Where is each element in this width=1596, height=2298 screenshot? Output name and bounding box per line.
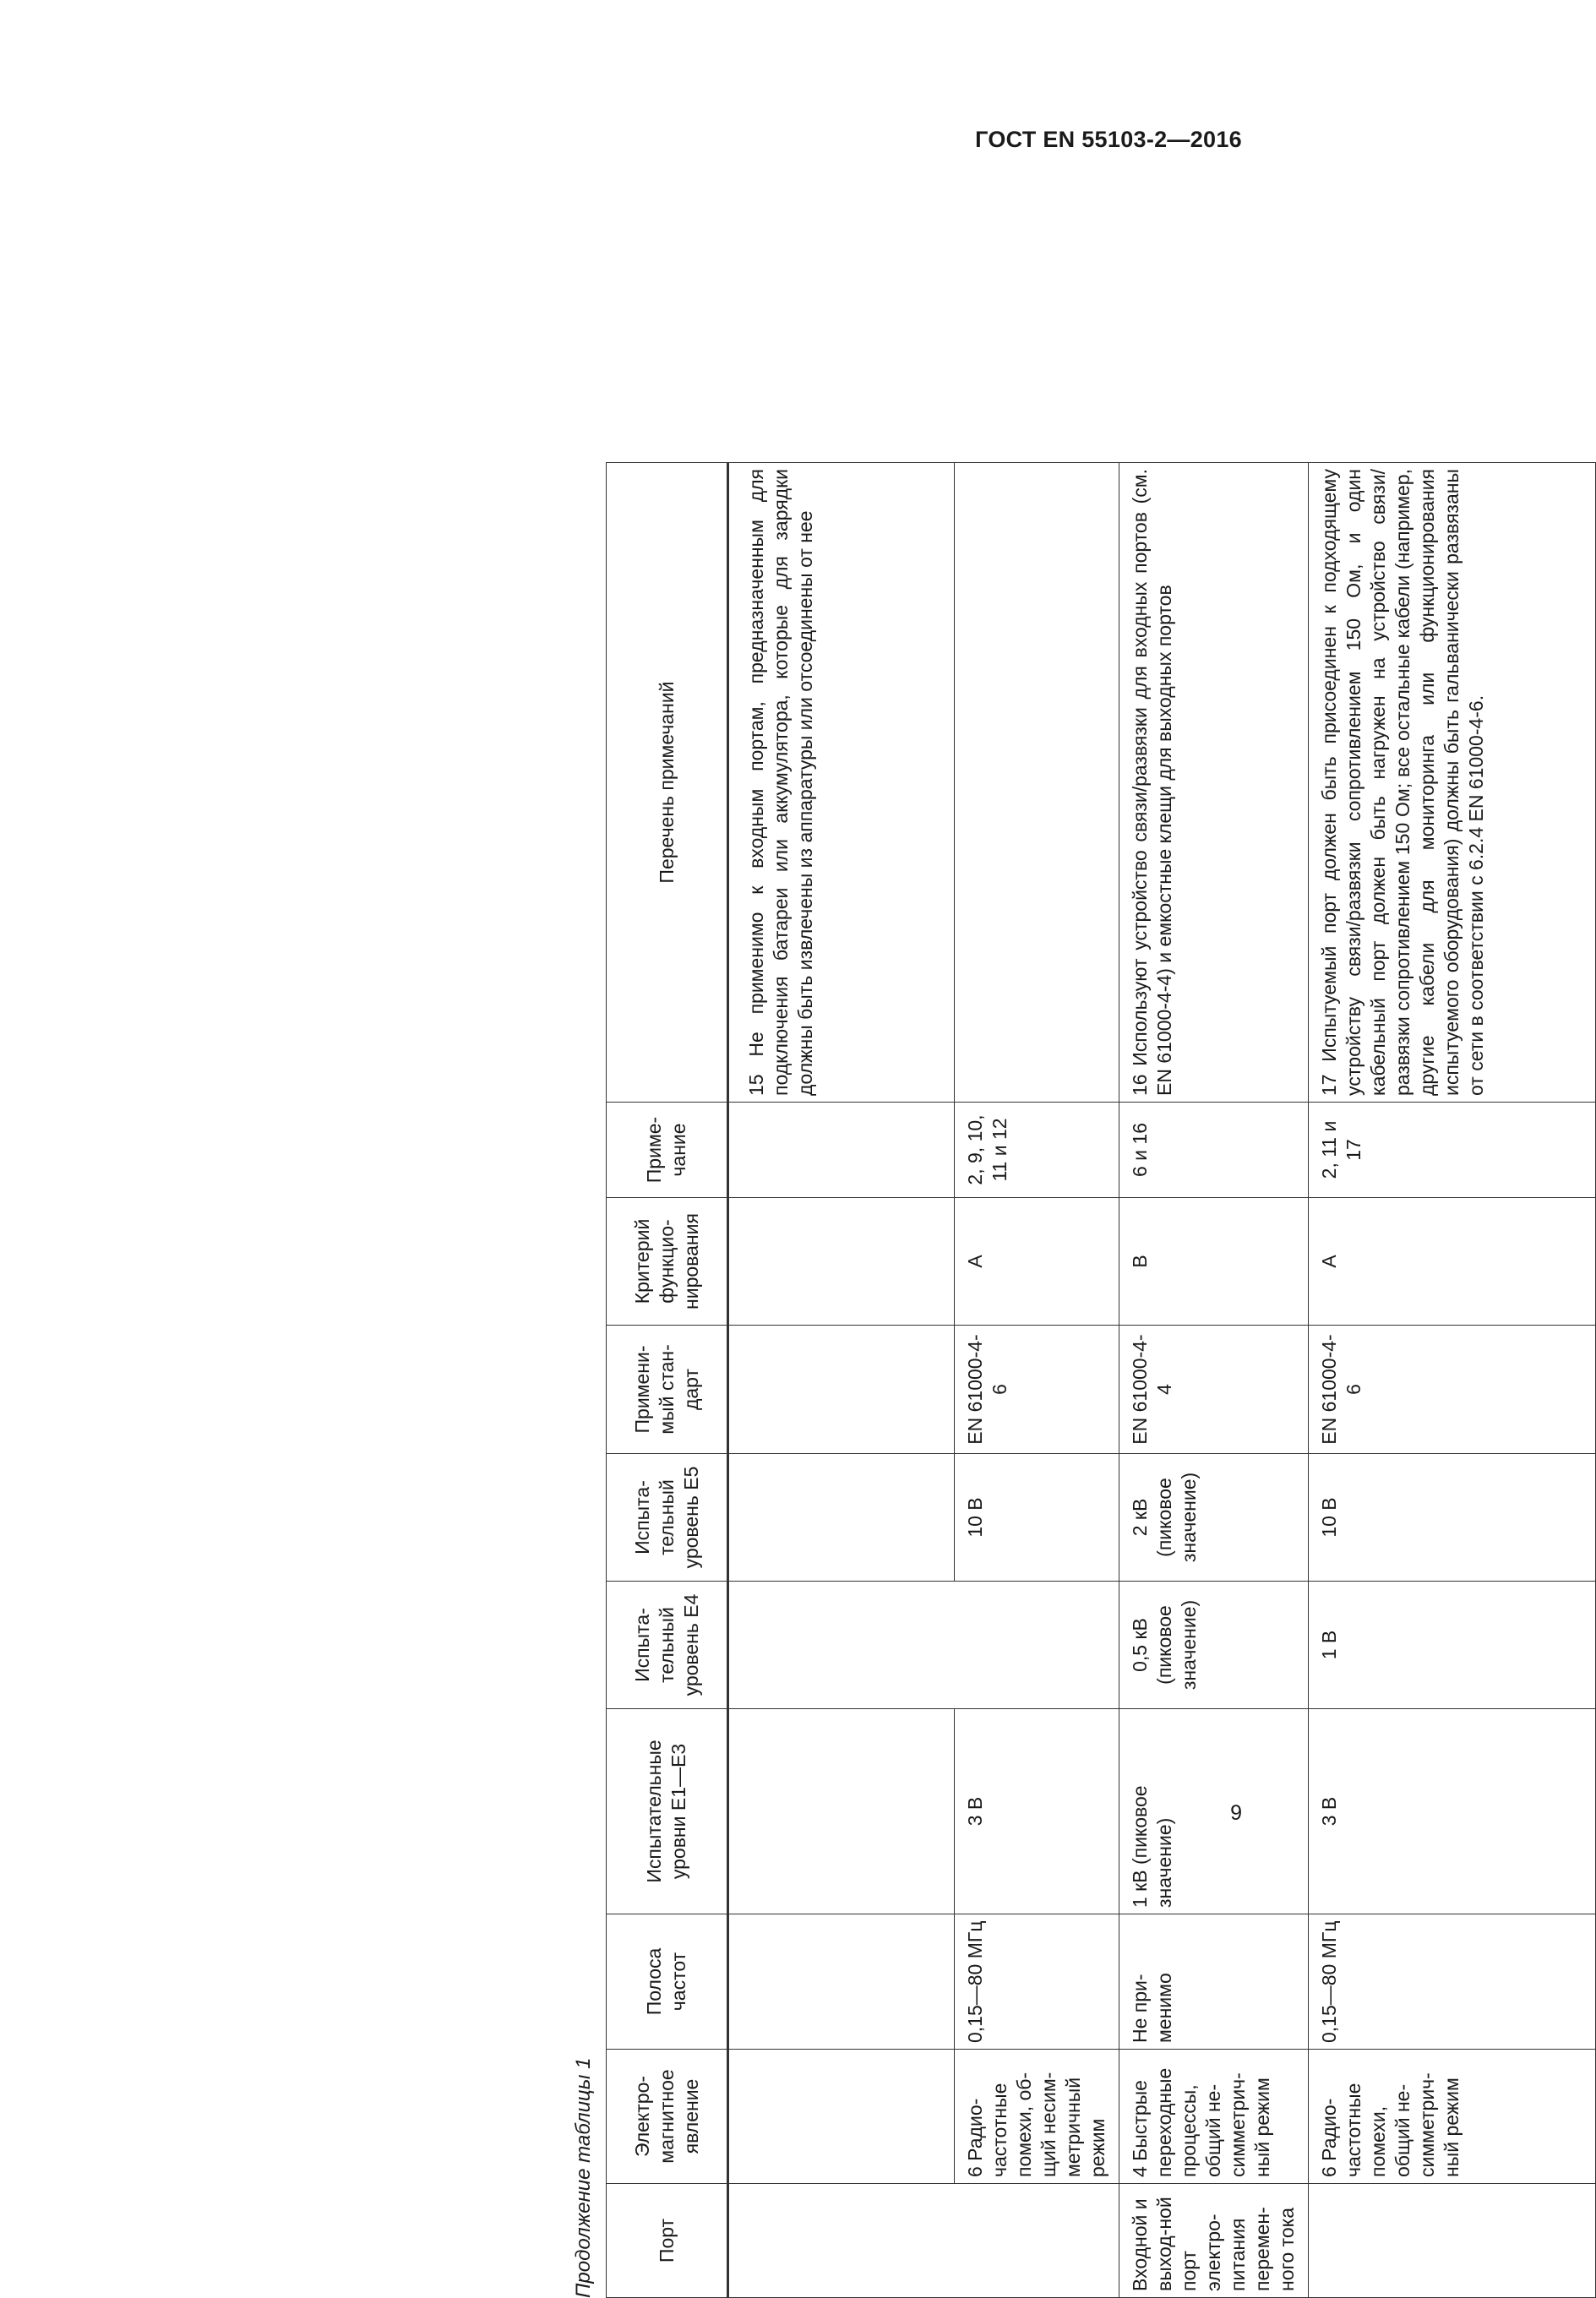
column-header-level-e5: Испыта-тельный уровень Е5: [607, 1454, 728, 1582]
cell-level-e4: [736, 1582, 954, 1709]
column-header-standard: Примени-мый стан-дарт: [607, 1326, 728, 1454]
cell-notes-list: 16 Используют устройство связи/развязки для входных портов (см. EN 61000-4-4) и емкостные клещи для выходных портов: [1119, 463, 1308, 1103]
cell-phenomenon: 4 Быстрые переходные процессы, общий не-симметрич-ный режим: [1119, 2050, 1308, 2184]
standards-table: [606, 462, 1596, 2298]
cell-standard: EN 61000-4-6: [954, 1326, 1119, 1454]
cell-note: 6 и 16: [1119, 1103, 1308, 1198]
cell-port: [954, 2184, 1119, 2298]
cell-band: 0,15—80 МГц: [954, 1914, 1119, 2050]
table-row: [954, 463, 1119, 2298]
cell-criterion: А: [954, 1198, 1119, 1326]
table-row: [1308, 463, 1595, 2298]
cell-note: 2, 11 и 17: [1308, 1103, 1595, 1198]
table-row: [1119, 463, 1308, 2298]
cell-phenomenon: 6 Радио-частотные помехи, общий не-симметрич-ный режим: [1308, 2050, 1595, 2184]
cell-level-e4: 0,5 кВ (пиковое значение): [1119, 1582, 1308, 1709]
cell-level-e5: 10 В: [1308, 1454, 1595, 1582]
rotated-table-block: [570, 463, 1508, 2298]
document-code: ГОСТ EN 55103-2—2016: [975, 127, 1242, 152]
column-header-phenomenon: Электро-магнитное явление: [607, 2050, 728, 2184]
cell-note: [736, 1103, 954, 1198]
column-header-band: Полоса частот: [607, 1914, 728, 2050]
cell-phenomenon: 6 Радио-частотные помехи, об-щий несим-метричный режим: [954, 2050, 1119, 2184]
page-number: 9: [1230, 1801, 1242, 1825]
column-header-levels-e1-e3: Испытательные уровни Е1—Е3: [607, 1709, 728, 1914]
cell-port: [736, 2184, 954, 2298]
cell-levels-e1-e3: 1 кВ (пиковое значение): [1119, 1709, 1308, 1914]
cell-standard: EN 61000-4-6: [1308, 1326, 1595, 1454]
cell-levels-e1-e3: 3 В: [1308, 1709, 1595, 1914]
cell-levels-e1-e3: 3 В: [954, 1709, 1119, 1914]
cell-level-e4: 1 В: [1308, 1582, 1595, 1709]
cell-criterion: [736, 1198, 954, 1326]
column-header-port: Порт: [607, 2184, 728, 2298]
column-header-note: Приме-чание: [607, 1103, 728, 1198]
cell-port: Входной и выход-ной порт электро-питания перемен-ного тока: [1119, 2184, 1308, 2298]
cell-band: Не при-менимо: [1119, 1914, 1308, 2050]
table-row: [736, 463, 954, 2298]
cell-note: 2, 9, 10, 11 и 12: [954, 1103, 1119, 1198]
header-gap-row: [728, 463, 737, 2298]
column-header-criterion: Критерий функцио-нирования: [607, 1198, 728, 1326]
cell-standard: EN 61000-4-4: [1119, 1326, 1308, 1454]
cell-phenomenon: [736, 2050, 954, 2184]
cell-level-e5: [736, 1454, 954, 1582]
cell-criterion: В: [1119, 1198, 1308, 1326]
column-header-level-e4: Испыта-тельный уровень Е4: [607, 1582, 728, 1709]
cell-notes-list: 15 Не применимо к входным портам, предназначенным для подключения батареи или аккумулятора, которые для зарядки должны быть извлечены из аппаратуры или отсоединены от нее: [736, 463, 954, 1103]
cell-level-e4: [954, 1582, 1119, 1709]
cell-band: 0,15—80 МГц: [1308, 1914, 1595, 2050]
table-caption: Продолжение таблицы 1: [572, 2057, 595, 2298]
cell-notes-list: 17 Испытуемый порт должен быть присоединен к подходящему устройству связи/развязки сопротивлением 150 Ом, и один кабельный порт должен быть нагружен на устройство связи/развязки сопротивлением 150 Ом; все остальные кабели (например, другие кабели для мониторинга или функционирования испытуемого оборудования) должны быть гальванически развязаны от сети в соответствии с 6.2.4 EN 61000-4-6.: [1308, 463, 1595, 1103]
column-header-notes-list: Перечень примечаний: [607, 463, 728, 1103]
table-header-row: [607, 463, 728, 2298]
cell-criterion: А: [1308, 1198, 1595, 1326]
cell-levels-e1-e3: [736, 1709, 954, 1914]
cell-level-e5: 10 В: [954, 1454, 1119, 1582]
cell-band: [736, 1914, 954, 2050]
cell-notes-list: [954, 463, 1119, 1103]
cell-port: [1308, 2184, 1595, 2298]
cell-standard: [736, 1326, 954, 1454]
cell-level-e5: 2 кВ (пиковое значение): [1119, 1454, 1308, 1582]
